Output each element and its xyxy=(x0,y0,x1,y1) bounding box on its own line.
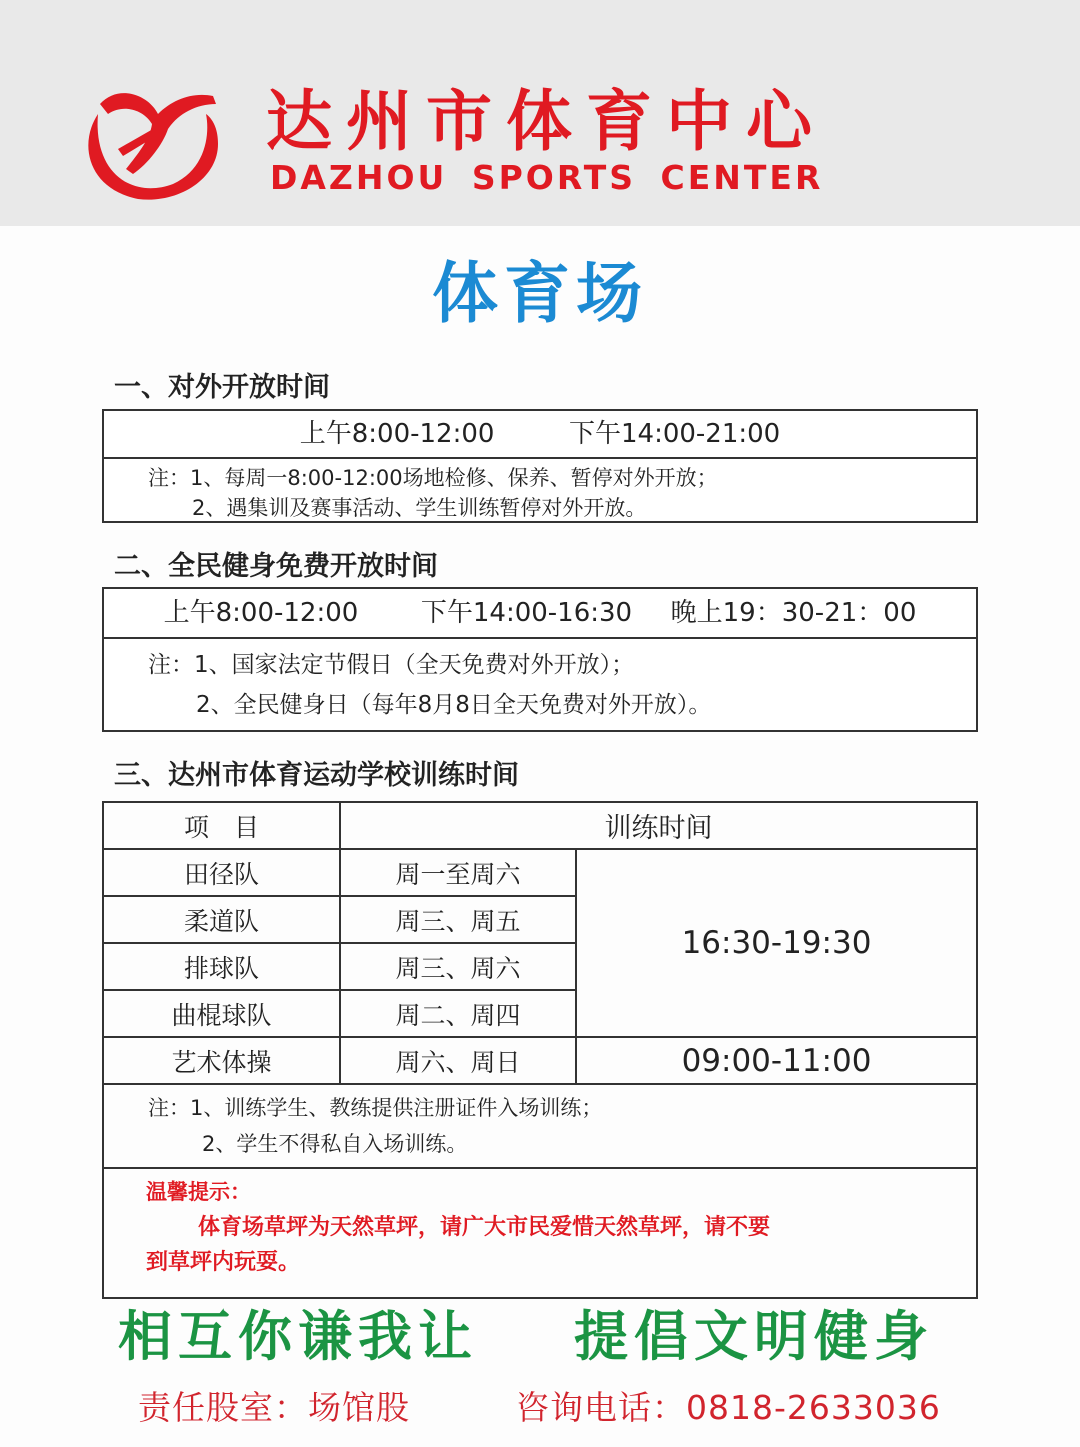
tip-row xyxy=(103,1168,977,1298)
section2-hours-pm: 下午14:00-16:30 xyxy=(420,598,633,628)
runner-logo-icon xyxy=(78,74,228,204)
time-group-2: 09:00-11:00 xyxy=(576,1037,977,1084)
training-table xyxy=(102,801,978,1299)
section1-hours-pm: 下午14:00-21:00 xyxy=(568,419,781,449)
row-item: 曲棍球队 xyxy=(103,990,340,1037)
row-days: 周三、周五 xyxy=(340,896,576,943)
column-header-time: 训练时间 xyxy=(340,802,977,849)
table-row xyxy=(103,1037,977,1084)
section1-note-1: 注：1、每周一8:00-12:00场地检修、保养、暂停对外开放； xyxy=(148,466,718,490)
section1-note-2: 2、遇集训及赛事活动、学生训练暂停对外开放。 xyxy=(192,496,647,520)
section1-title: 一、对外开放时间 xyxy=(114,372,330,403)
page-title: 体育场 xyxy=(432,255,648,332)
section3-title: 三、达州市体育运动学校训练时间 xyxy=(114,760,519,791)
org-name-cn: 达州市体育中心 xyxy=(266,83,826,160)
row-days: 周三、周六 xyxy=(340,943,576,990)
row-days: 周二、周四 xyxy=(340,990,576,1037)
section2-note-1: 注：1、国家法定节假日（全天免费对外开放）； xyxy=(148,652,635,678)
slogan-left: 相互你谦我让 xyxy=(118,1305,478,1368)
footer-phone: 咨询电话：0818-2633036 xyxy=(516,1388,941,1427)
row-item: 排球队 xyxy=(103,943,340,990)
section3-box xyxy=(102,801,978,1291)
section3-note-1: 注：1、训练学生、教练提供注册证件入场训练； xyxy=(148,1096,603,1120)
section2-notes xyxy=(104,639,976,725)
row-item: 田径队 xyxy=(103,849,340,896)
section2-box xyxy=(102,587,978,732)
notes-row xyxy=(103,1084,977,1168)
section1-hours xyxy=(104,411,976,459)
section1-hours-am: 上午8:00-12:00 xyxy=(299,419,495,449)
section2-hours xyxy=(104,589,976,639)
org-name-en: DAZHOU SPORTS CENTER xyxy=(270,158,824,197)
row-item: 柔道队 xyxy=(103,896,340,943)
slogan-right: 提倡文明健身 xyxy=(574,1305,934,1368)
tip-label: 温馨提示： xyxy=(146,1180,251,1204)
tip-line-2: 到草坪内玩耍。 xyxy=(146,1250,301,1275)
column-header-item: 项 目 xyxy=(103,802,340,849)
section2-hours-am: 上午8:00-12:00 xyxy=(163,598,359,628)
section1-notes xyxy=(104,459,976,523)
tip-line-1: 体育场草坪为天然草坪，请广大市民爱惜天然草坪，请不要 xyxy=(198,1215,771,1240)
section2-hours-eve: 晚上19：30-21：00 xyxy=(670,598,917,628)
section3-note-2: 2、学生不得私自入场训练。 xyxy=(202,1132,468,1156)
section1-box xyxy=(102,409,978,523)
section3-notes xyxy=(103,1084,977,1168)
section2-note-2: 2、全民健身日（每年8月8日全天免费对外开放）。 xyxy=(196,692,712,718)
table-row xyxy=(103,849,977,896)
table-header-row xyxy=(103,802,977,849)
footer-department: 责任股室：场馆股 xyxy=(138,1388,410,1427)
tip-box xyxy=(103,1168,977,1298)
time-group-1: 16:30-19:30 xyxy=(576,849,977,1037)
row-item: 艺术体操 xyxy=(103,1037,340,1084)
row-days: 周六、周日 xyxy=(340,1037,576,1084)
row-days: 周一至周六 xyxy=(340,849,576,896)
section2-title: 二、全民健身免费开放时间 xyxy=(114,551,438,582)
